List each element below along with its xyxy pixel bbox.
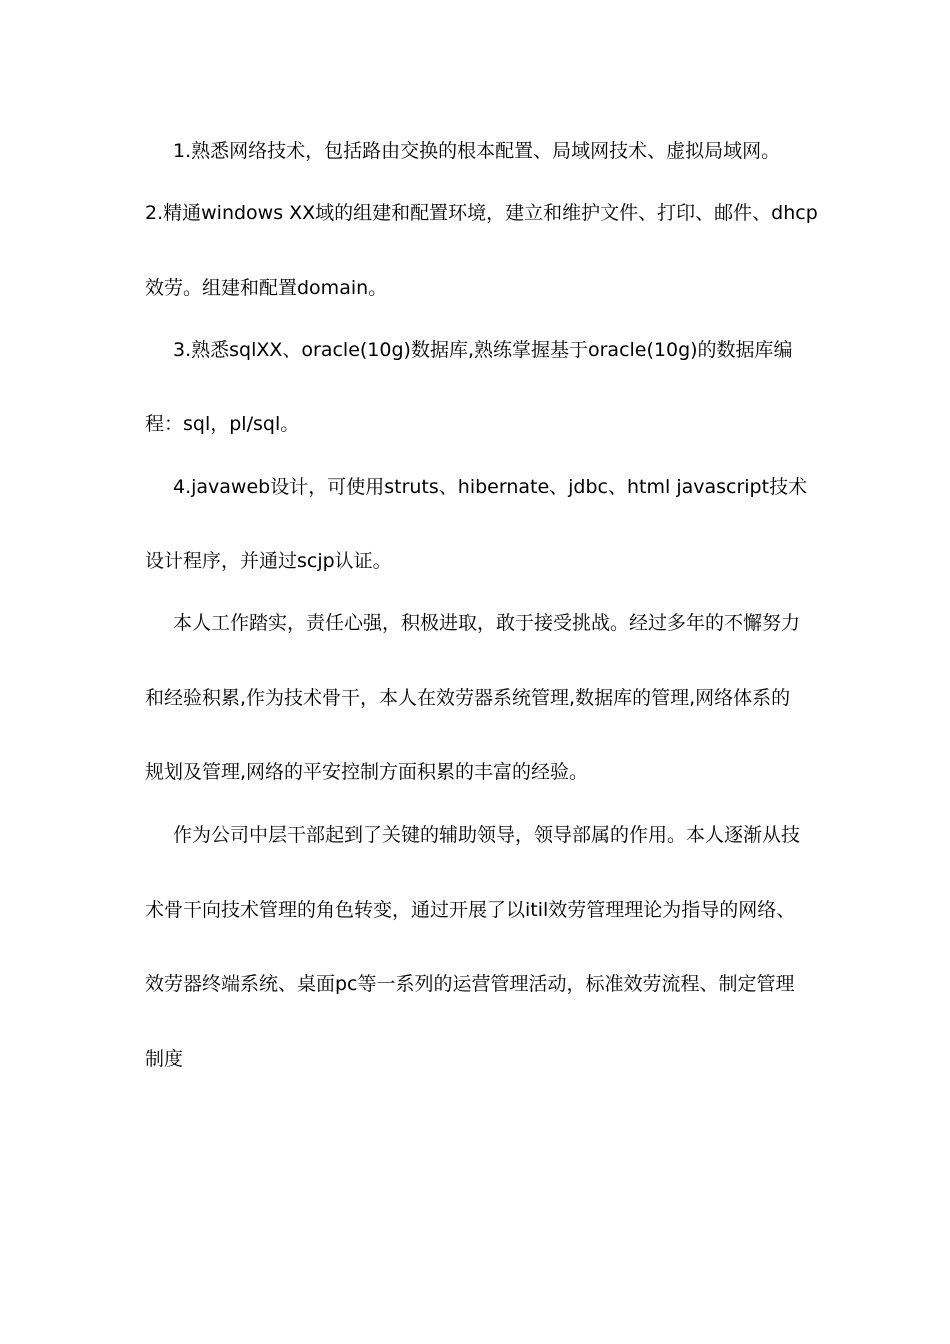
- paragraph-line: 3.熟悉sqlXX、oracle(10g)数据库,熟练掌握基于oracle(10g)的数据库编: [173, 339, 793, 361]
- paragraph-line: 制度: [145, 1048, 184, 1070]
- paragraph-line: 规划及管理,网络的平安控制方面积累的丰富的经验。: [145, 761, 589, 783]
- paragraph-line: 1.熟悉网络技术，包括路由交换的根本配置、局域网技术、虚拟局域网。: [173, 140, 781, 162]
- paragraph-line: 4.javaweb设计，可使用struts、hibernate、jdbc、html javascript技术: [173, 476, 808, 498]
- paragraph-line: 和经验积累,作为技术骨干，本人在效劳器系统管理,数据库的管理,网络体系的: [145, 687, 791, 709]
- paragraph-line: 本人工作踏实，责任心强，积极进取，敢于接受挑战。经过多年的不懈努力: [173, 612, 801, 634]
- paragraph-line: 效劳。组建和配置domain。: [145, 277, 388, 299]
- paragraph-line: 设计程序，并通过scjp认证。: [145, 550, 392, 572]
- paragraph-line: 2.精通windows XX域的组建和配置环境，建立和维护文件、打印、邮件、dhcp: [145, 202, 818, 224]
- paragraph-line: 程：sql，pl/sql。: [145, 413, 300, 435]
- paragraph-line: 作为公司中层干部起到了关键的辅助领导，领导部属的作用。本人逐渐从技: [173, 824, 801, 846]
- paragraph-line: 效劳器终端系统、桌面pc等一系列的运营管理活动，标准效劳流程、制定管理: [145, 973, 795, 995]
- paragraph-line: 术骨干向技术管理的角色转变，通过开展了以itil效劳管理理论为指导的网络、: [145, 899, 796, 921]
